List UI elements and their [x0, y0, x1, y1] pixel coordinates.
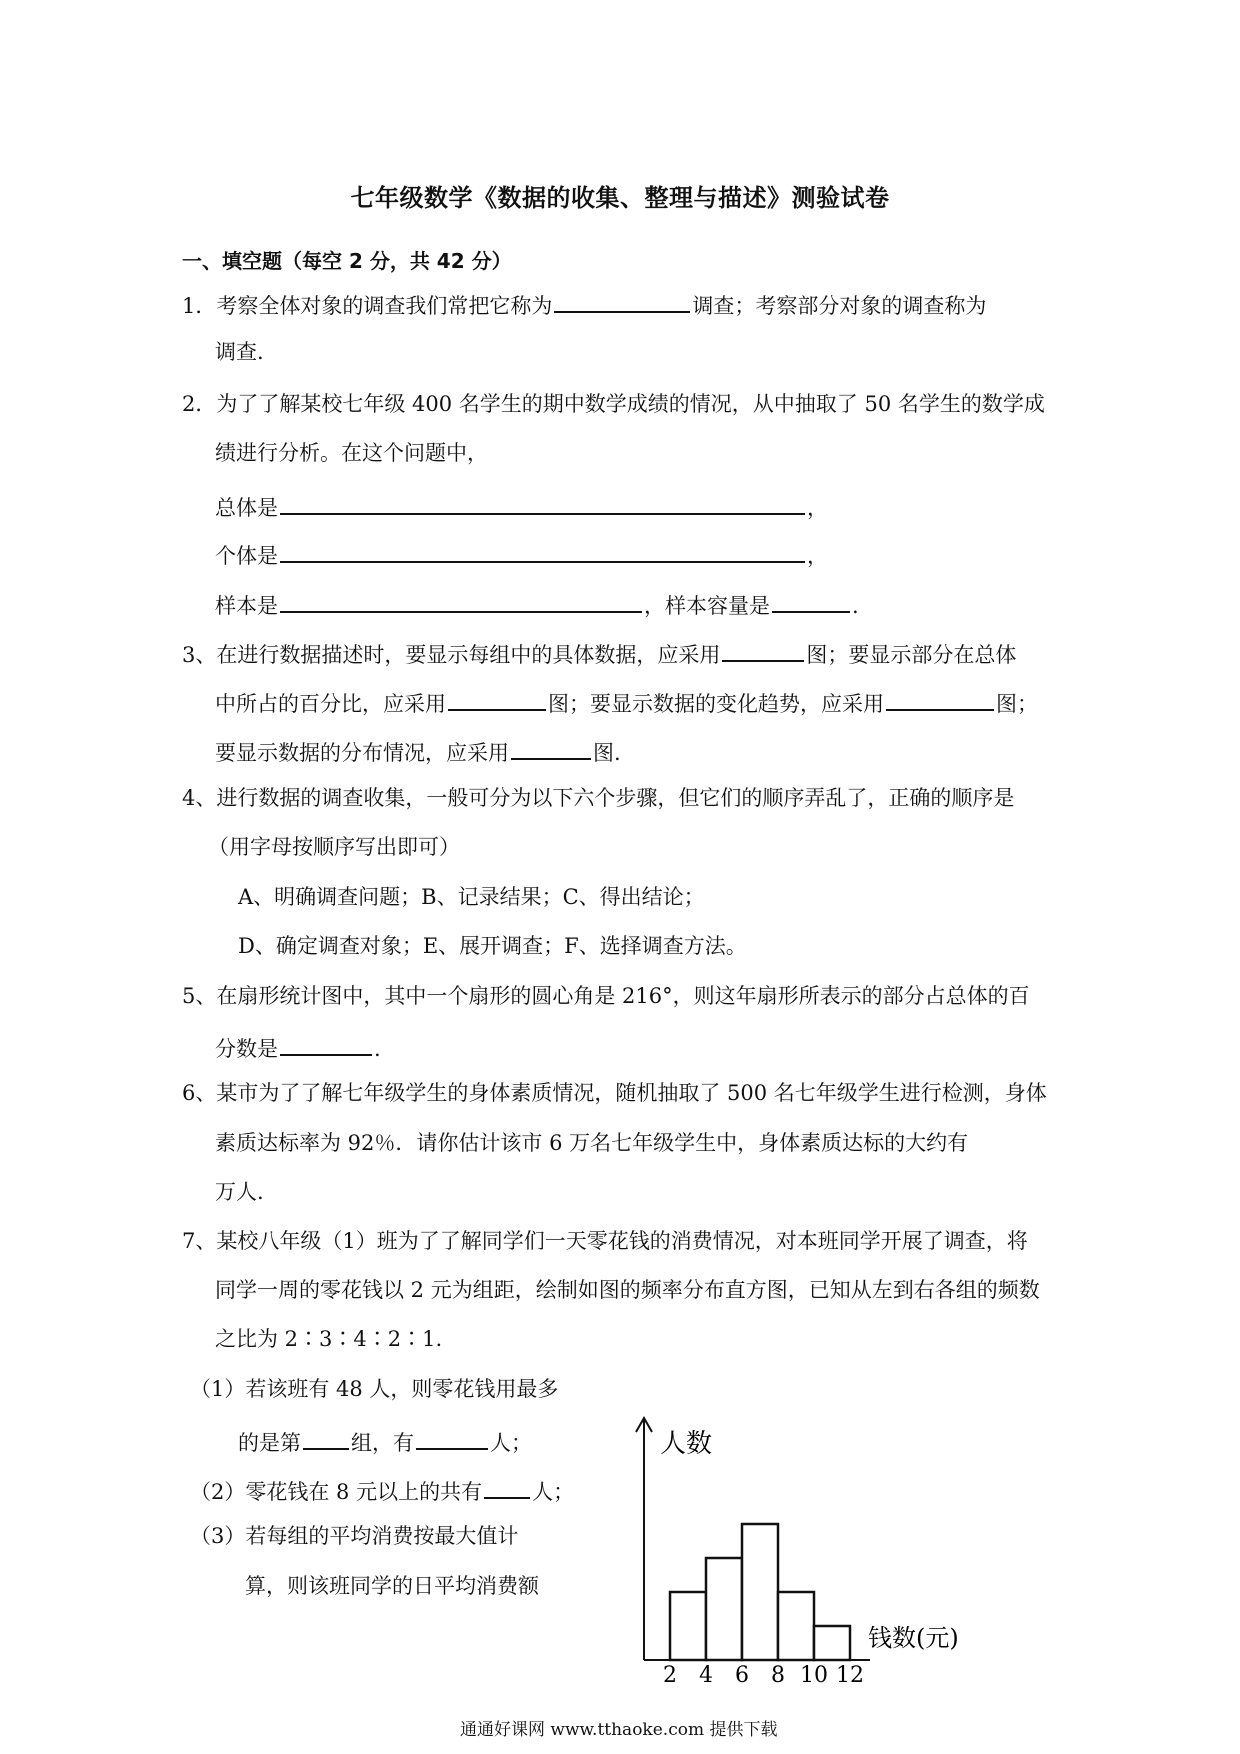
answer-blank[interactable] — [511, 736, 591, 760]
x-tick-6: 6 — [735, 1663, 749, 1688]
q4-text-c: A、明确调查问题；B、记录结果；C、得出结论； — [238, 885, 705, 909]
q4-text-d: D、确定调查对象；E、展开调查；F、选择调查方法。 — [238, 934, 747, 958]
comma: ， — [807, 544, 828, 568]
q7-sub2 — [190, 1475, 574, 1505]
x-tick-labels — [663, 1663, 864, 1688]
q7-text-b: 同学一周的零花钱以 2 元为组距，绘制如图的频率分布直方图，已知从左到右各组的频数 — [215, 1278, 1040, 1302]
answer-blank[interactable] — [886, 687, 994, 711]
q3-line-c — [215, 736, 621, 766]
y-axis-label: 人数 — [660, 1429, 713, 1459]
q7-sub1-a: （1）若该班有 48 人，则零花钱用最多 — [190, 1377, 559, 1401]
histogram-bar-2-4 — [670, 1592, 706, 1660]
q7-sub2-text: （2）零花钱在 8 元以上的共有 — [190, 1480, 483, 1504]
section-heading: 一、填空题（每空 2 分，共 42 分） — [182, 249, 512, 273]
q7-sub3-b: 算，则该班同学的日平均消费额 — [245, 1574, 539, 1598]
q2-sample — [215, 589, 859, 619]
x-tick-10: 10 — [800, 1663, 828, 1688]
question-1 — [182, 289, 986, 319]
answer-blank[interactable] — [554, 289, 690, 313]
q2-population — [215, 491, 828, 521]
q3-text-b1: 中所占的百分比，应采用 — [215, 692, 446, 716]
q7-sub1-text1: 的是第 — [238, 1431, 301, 1455]
answer-blank[interactable] — [416, 1426, 488, 1450]
period: . — [852, 594, 859, 618]
answer-blank[interactable] — [280, 539, 805, 563]
comma: ， — [807, 496, 828, 520]
q1-text-b: 调查；考察部分对象的调查称为 — [692, 294, 987, 318]
answer-blank[interactable] — [303, 1426, 349, 1450]
answer-blank[interactable] — [772, 589, 850, 613]
footer-watermark: 通通好课网 www.tthaoke.com 提供下载 — [460, 1720, 778, 1740]
q5-line-b — [215, 1032, 381, 1062]
page-title: 七年级数学《数据的收集、整理与描述》测验试卷 — [350, 184, 890, 212]
q6-text-c: 万人. — [215, 1180, 264, 1204]
x-tick-8: 8 — [771, 1663, 785, 1688]
q3-text-b3: 图； — [996, 692, 1038, 716]
q6-text-b: 素质达标率为 92％．请你估计该市 6 万名七年级学生中，身体素质达标的大约有 — [215, 1131, 969, 1155]
histogram-bar-4-6 — [706, 1558, 742, 1660]
q3-line-b — [215, 687, 1038, 717]
period: . — [374, 1037, 381, 1061]
answer-blank[interactable] — [280, 491, 805, 515]
q1-text-c: 调查. — [215, 340, 264, 364]
frequency-histogram — [620, 1410, 980, 1688]
histogram-bar-10-12 — [814, 1626, 850, 1660]
q4-text-b: （用字母按顺序写出即可） — [208, 835, 460, 859]
histogram-bars — [670, 1524, 850, 1660]
answer-blank[interactable] — [484, 1475, 530, 1499]
x-tick-4: 4 — [699, 1663, 713, 1688]
individual-label: 个体是 — [215, 544, 278, 568]
q3-line-a — [182, 638, 1016, 668]
q7-text-c: 之比为 2∶3∶4∶2∶1. — [215, 1327, 443, 1351]
q3-text-b2: 图；要显示数据的变化趋势，应采用 — [548, 692, 884, 716]
histogram-bar-6-8 — [742, 1524, 778, 1660]
q2-text-a: 2．为了了解某校七年级 400 名学生的期中数学成绩的情况，从中抽取了 50 名学生的数学成 — [182, 392, 1045, 416]
q3-text-a1: 3、在进行数据描述时，要显示每组中的具体数据，应采用 — [182, 643, 721, 667]
q7-sub2-text-b: 人； — [532, 1480, 575, 1504]
answer-blank[interactable] — [722, 638, 804, 662]
q7-sub1-text2: 组，有 — [351, 1431, 414, 1455]
q3-text-c2: 图. — [593, 741, 621, 765]
q7-sub1-b — [238, 1426, 532, 1456]
q3-text-a2: 图；要显示部分在总体 — [806, 643, 1017, 667]
x-tick-12: 12 — [836, 1663, 864, 1688]
answer-blank[interactable] — [448, 687, 546, 711]
q6-text-a: 6、某市为了了解七年级学生的身体素质情况，随机抽取了 500 名七年级学生进行检测，身体 — [182, 1081, 1047, 1105]
q7-sub1-text3: 人； — [490, 1431, 532, 1455]
q2-individual — [215, 539, 828, 569]
q4-text-a: 4、进行数据的调查收集，一般可分为以下六个步骤，但它们的顺序弄乱了，正确的顺序是 — [182, 786, 1015, 810]
histogram-bar-8-10 — [778, 1592, 814, 1660]
population-label: 总体是 — [215, 496, 278, 520]
answer-blank[interactable] — [280, 1032, 372, 1056]
sample-label: 样本是 — [215, 594, 278, 618]
q7-text-a: 7、某校八年级（1）班为了了解同学们一天零花钱的消费情况，对本班同学开展了调查，将 — [182, 1229, 1028, 1253]
q7-sub3-a: （3）若每组的平均消费按最大值计 — [190, 1524, 519, 1548]
answer-blank[interactable] — [280, 589, 642, 613]
x-tick-2: 2 — [663, 1663, 677, 1688]
q5-text-b1: 分数是 — [215, 1037, 278, 1061]
sample-size-label: ，样本容量是 — [644, 594, 770, 618]
q5-text-a: 5、在扇形统计图中，其中一个扇形的圆心角是 216°，则这年扇形所表示的部分占总体的百 — [182, 984, 1030, 1008]
q3-text-c1: 要显示数据的分布情况，应采用 — [215, 741, 509, 765]
q1-text-a: 1．考察全体对象的调查我们常把它称为 — [182, 294, 553, 318]
q2-text-b: 绩进行分析。在这个问题中， — [215, 441, 488, 465]
x-axis-label: 钱数(元) — [868, 1624, 959, 1652]
